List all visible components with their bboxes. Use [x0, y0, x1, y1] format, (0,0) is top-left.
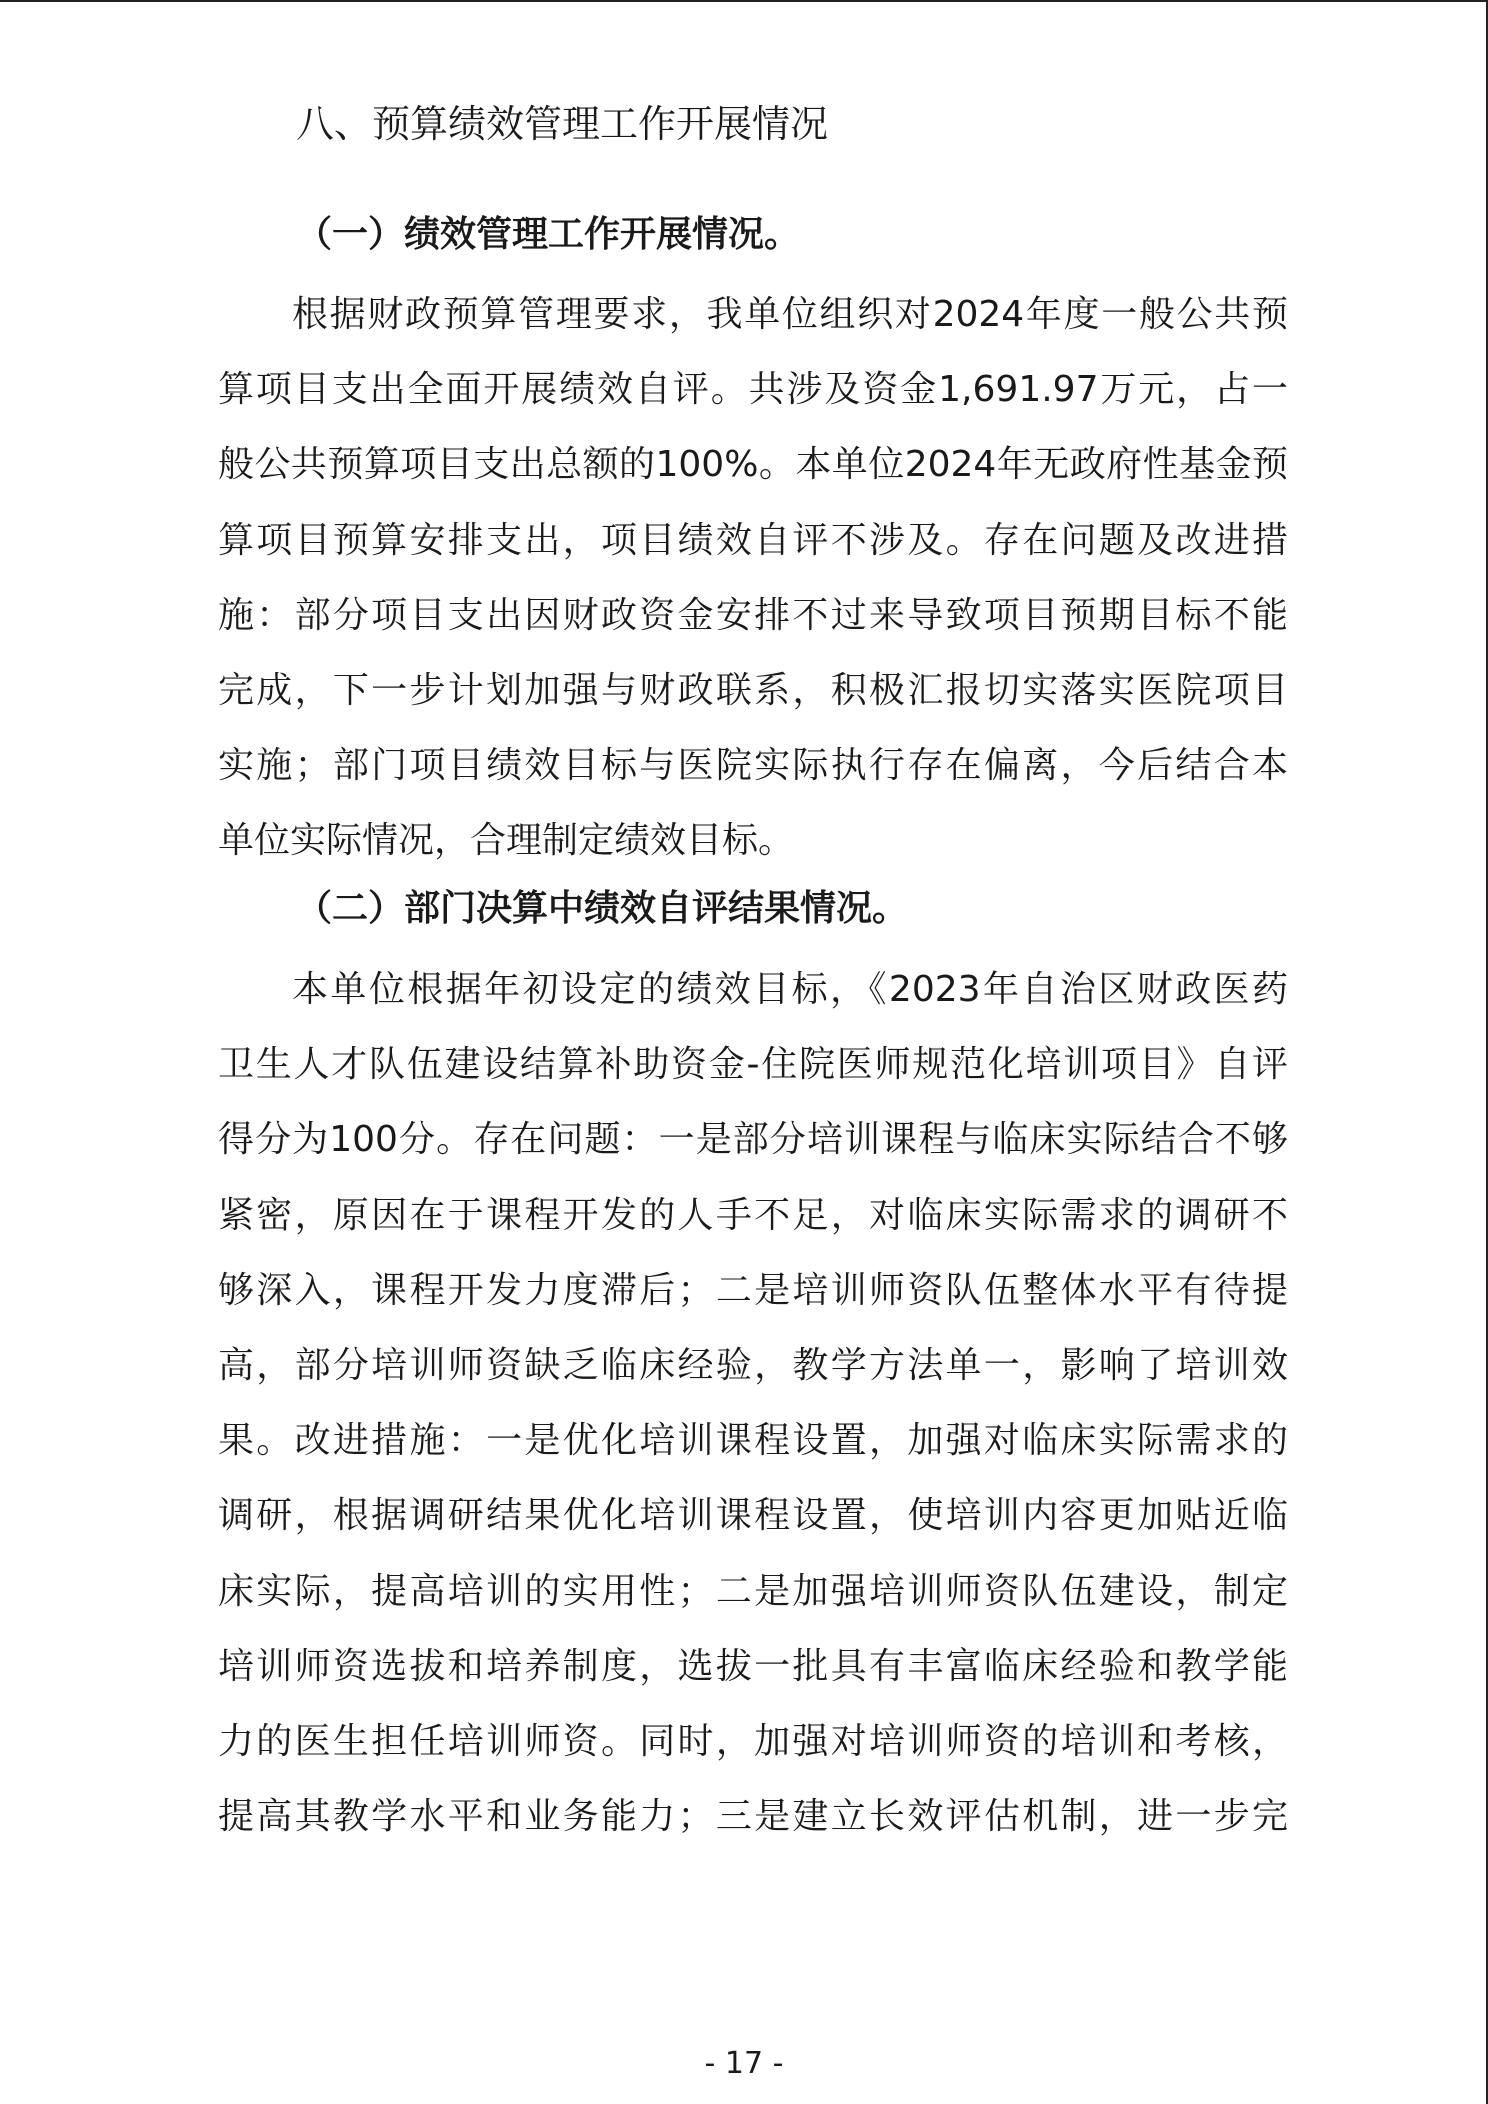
paragraph-line: 果。改进措施：一是优化培训课程设置，加强对临床实际需求的: [218, 1420, 1288, 1462]
paragraph-line: 提高其教学水平和业务能力；三是建立长效评估机制，进一步完: [218, 1796, 1288, 1838]
paragraph-line: 紧密，原因在于课程开发的人手不足，对临床实际需求的调研不: [218, 1194, 1288, 1236]
paragraph-line: 实施；部门项目绩效目标与医院实际执行存在偏离，今后结合本: [218, 745, 1288, 787]
paragraph-line: 床实际，提高培训的实用性；二是加强培训师资队伍建设，制定: [218, 1570, 1288, 1612]
paragraph-line: 算项目预算安排支出，项目绩效自评不涉及。存在问题及改进措: [218, 519, 1288, 561]
paragraph-line: 够深入，课程开发力度滞后；二是培训师资队伍整体水平有待提: [218, 1269, 1288, 1311]
paragraph-line: 得分为100分。存在问题：一是部分培训课程与临床实际结合不够: [218, 1119, 1288, 1161]
paragraph-line: 般公共预算项目支出总额的100%。本单位2024年无政府性基金预: [218, 444, 1288, 486]
paragraph-line: 算项目支出全面开展绩效自评。共涉及资金1,691.97万元，占一: [218, 369, 1288, 411]
section-1-paragraph: [218, 277, 1288, 879]
section-2-paragraph: [218, 952, 1288, 1854]
section-title-1: （一）绩效管理工作开展情况。: [296, 214, 801, 255]
paragraph-line: 力的医生担任培训师资。同时，加强对培训师资的培训和考核，: [218, 1720, 1288, 1762]
paragraph-line: 完成，下一步计划加强与财政联系，积极汇报切实落实医院项目: [218, 669, 1288, 711]
chapter-title: 八、预算绩效管理工作开展情况: [296, 102, 829, 146]
paragraph-line: 本单位根据年初设定的绩效目标，《2023年自治区财政医药: [292, 969, 1288, 1010]
paragraph-line: 单位实际情况，合理制定绩效目标。: [218, 820, 795, 862]
paragraph-line: 培训师资选拔和培养制度，选拔一批具有丰富临床经验和教学能: [218, 1645, 1288, 1687]
page-number: - 17 -: [704, 2046, 784, 2081]
paragraph-line: 卫生人才队伍建设结算补助资金-住院医师规范化培训项目》自评: [218, 1044, 1288, 1086]
paragraph-line: 根据财政预算管理要求，我单位组织对2024年度一般公共预: [292, 294, 1288, 335]
paragraph-line: 施：部分项目支出因财政资金安排不过来导致项目预期目标不能: [218, 594, 1288, 636]
section-title-2: （二）部门决算中绩效自评结果情况。: [296, 888, 909, 929]
paragraph-line: 调研，根据调研结果优化培训课程设置，使培训内容更加贴近临: [218, 1495, 1288, 1537]
paragraph-line: 高，部分培训师资缺乏临床经验，教学方法单一，影响了培训效: [218, 1344, 1288, 1386]
page-border-top: [0, 0, 1488, 2]
